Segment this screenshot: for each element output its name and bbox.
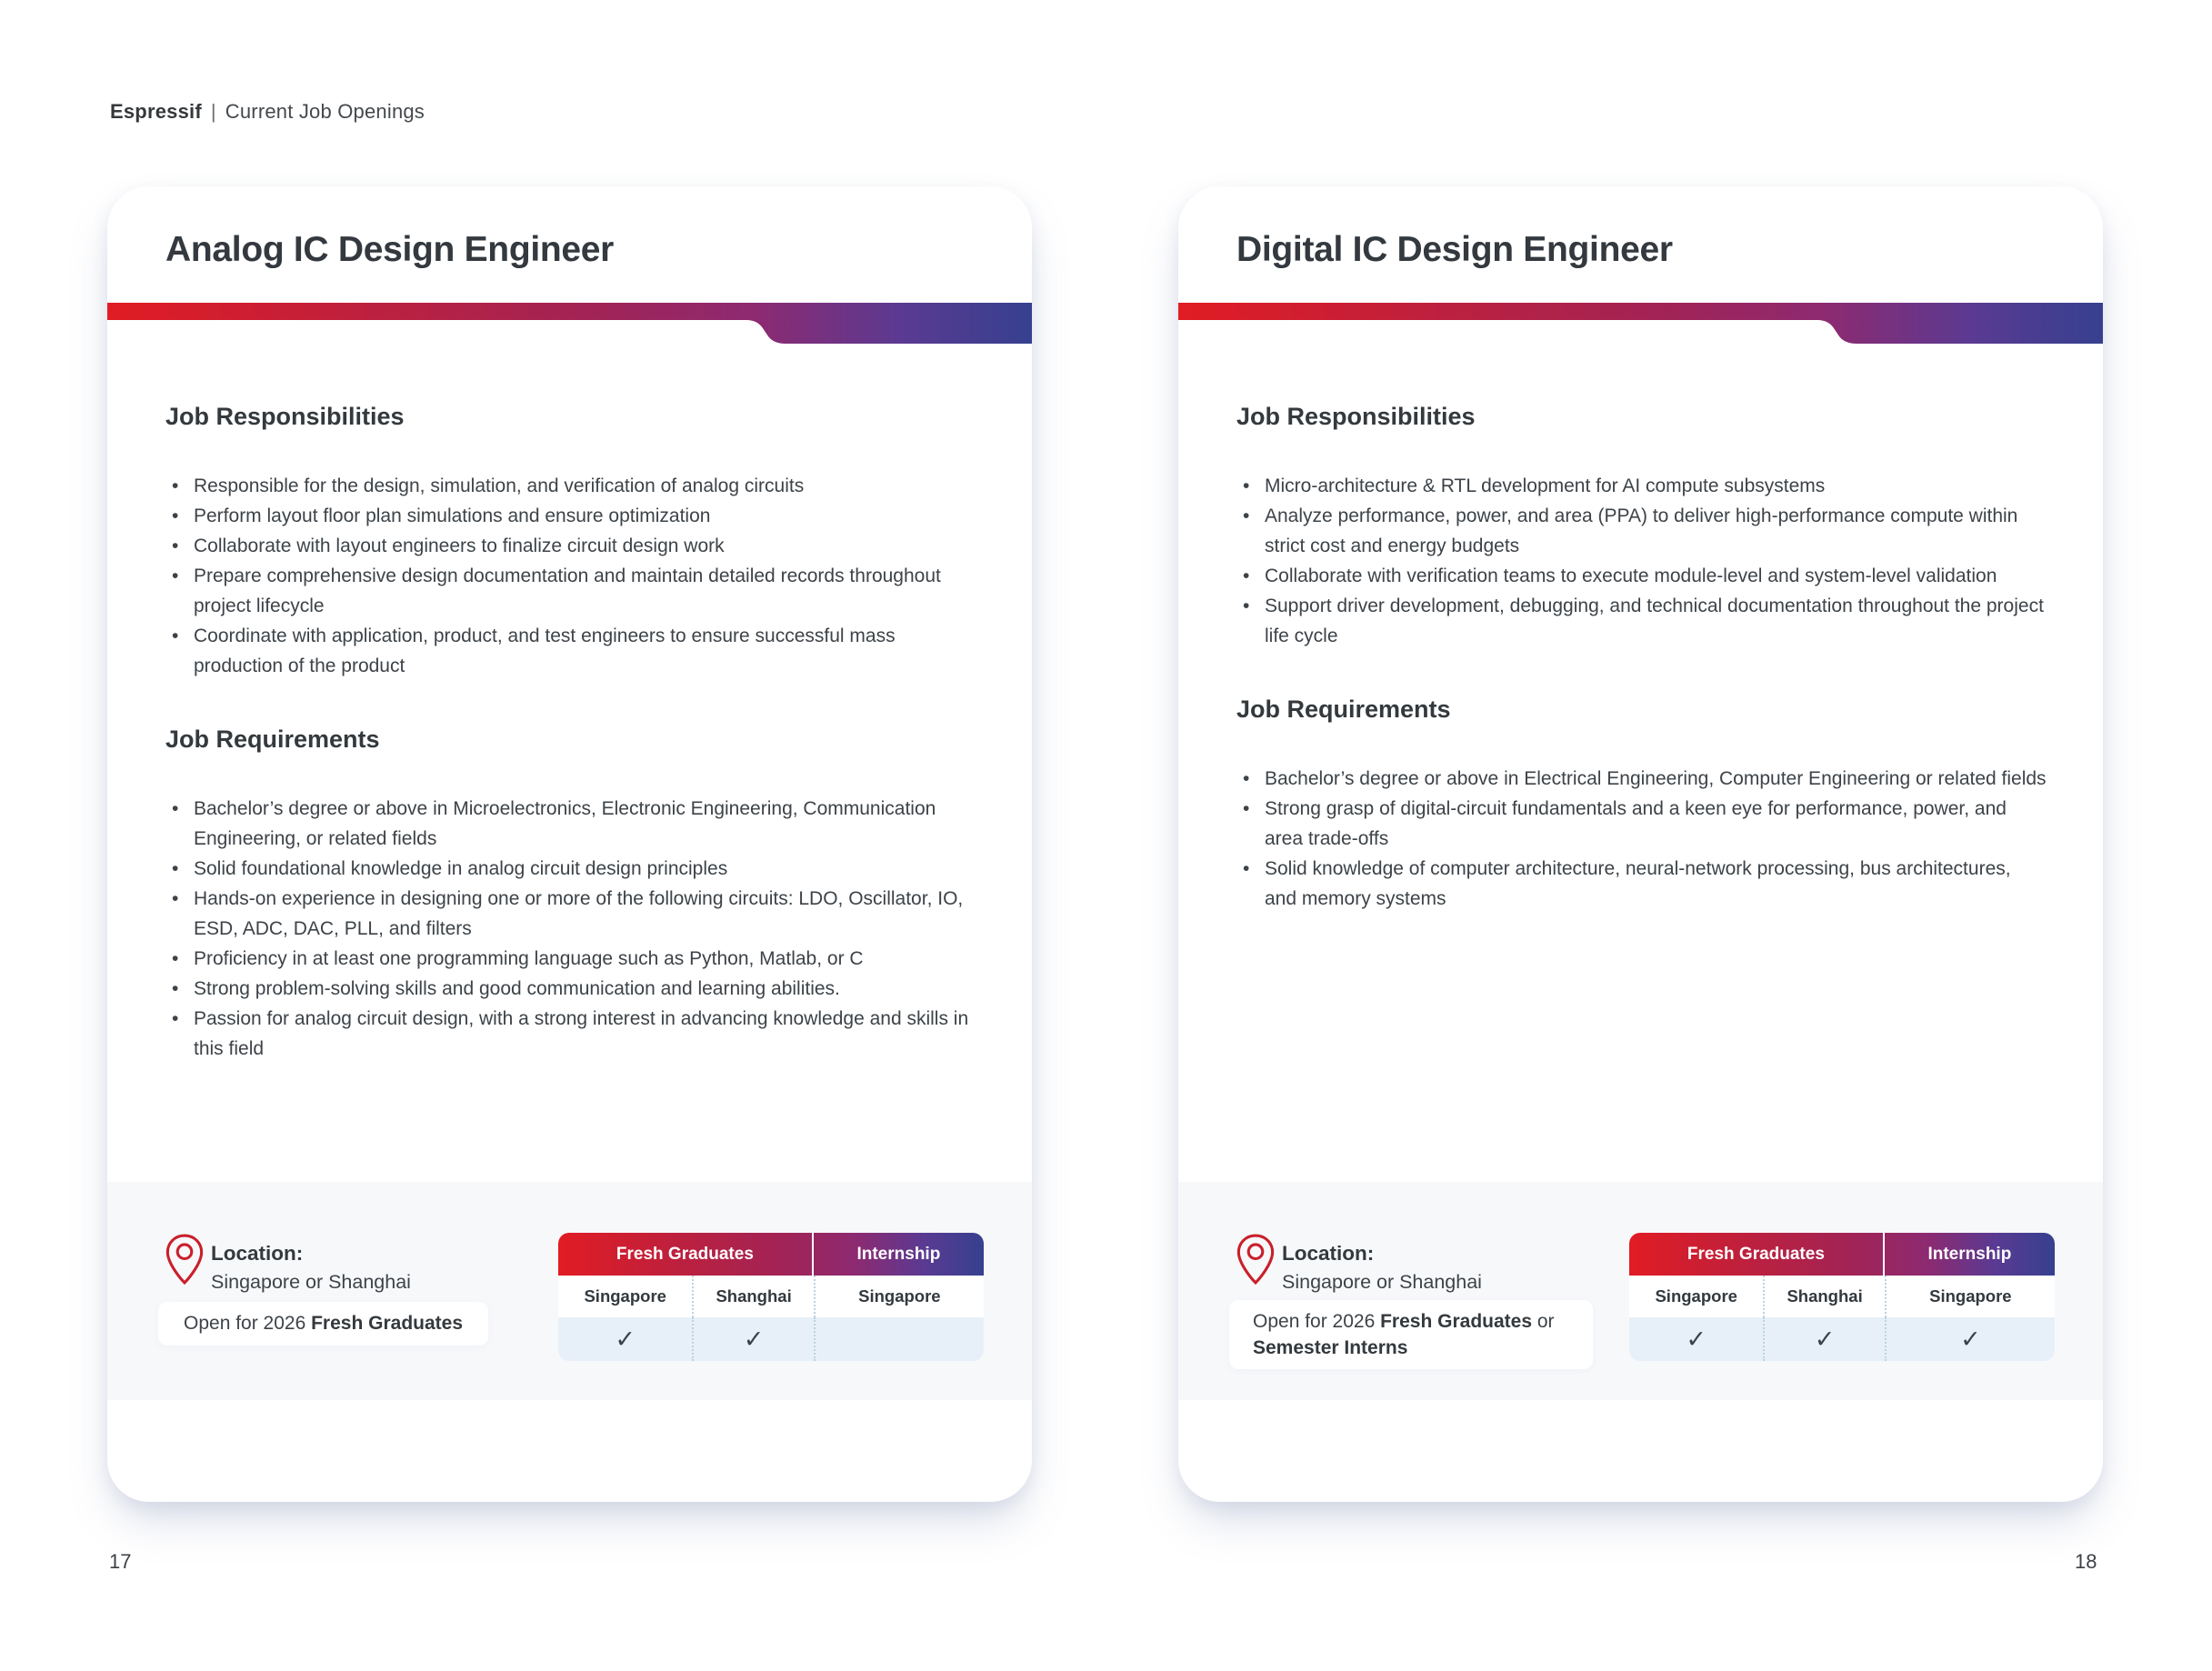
list-item: • Micro-architecture & RTL development for AI compute subsystems: [1236, 471, 2047, 501]
job-card-digital: [1178, 186, 2103, 1502]
table-header-fresh-graduates: Fresh Graduates: [558, 1233, 814, 1276]
list-item: • Support driver development, debugging, and technical documentation throughout the project life cycle: [1236, 591, 2047, 651]
checkmark-icon: ✓: [692, 1317, 813, 1361]
header-divider: |: [210, 100, 216, 123]
header-title: Current Job Openings: [225, 100, 425, 123]
list-item: • Prepare comprehensive design documentation and maintain detailed records throughout project lifecycle: [165, 561, 976, 621]
table-cell-city: Shanghai: [692, 1276, 813, 1317]
location-label: Location:: [1282, 1242, 1375, 1265]
table-check-row: [558, 1317, 984, 1361]
list-item: • Solid foundational knowledge in analog circuit design principles: [165, 854, 976, 884]
list-item: • Strong problem-solving skills and good communication and learning abilities.: [165, 974, 976, 1004]
list-item: • Proficiency in at least one programming language such as Python, Matlab, or C: [165, 944, 976, 974]
table-cell-city: Singapore: [1655, 1286, 1737, 1306]
responsibilities-heading: Job Responsibilities: [165, 403, 405, 430]
table-city-row: [1629, 1276, 2055, 1317]
availability-table: [1629, 1233, 2055, 1361]
list-item: • Collaborate with layout engineers to finalize circuit design work: [165, 531, 976, 561]
open-for-text: Open for 2026: [184, 1313, 312, 1334]
list-item: • Responsible for the design, simulation, and verification of analog circuits: [165, 471, 976, 501]
checkmark-icon: ✓: [1763, 1317, 1884, 1361]
location-value: Singapore or Shanghai: [1282, 1271, 1482, 1293]
list-item: • Coordinate with application, product, and test engineers to ensure successful mass production of the product: [165, 621, 976, 681]
location-pin-icon: [164, 1233, 205, 1286]
responsibilities-list: [165, 471, 976, 681]
page-number-left: 17: [109, 1550, 132, 1573]
brand-name: Espressif: [110, 100, 202, 123]
list-item: • Strong grasp of digital-circuit fundamentals and a keen eye for performance, power, and area trade-offs: [1236, 794, 2047, 854]
table-cell-city: Singapore: [584, 1286, 666, 1306]
card-footer: [1178, 1182, 2103, 1400]
table-check-row: [1629, 1317, 2055, 1361]
checkmark-icon: ✓: [1686, 1325, 1707, 1353]
list-item: • Collaborate with verification teams to execute module-level and system-level validation: [1236, 561, 2047, 591]
card-footer: [107, 1182, 1032, 1400]
list-item: • Hands-on experience in designing one or more of the following circuits: LDO, Oscillator, IO, ESD, ADC, DAC, PLL, and filters: [165, 884, 976, 944]
open-for-bold: Fresh Graduates: [1380, 1311, 1533, 1332]
responsibilities-heading: Job Responsibilities: [1236, 403, 1476, 430]
card-body: [165, 345, 976, 1064]
page-number-right: 18: [2075, 1550, 2097, 1573]
table-city-row: [558, 1276, 984, 1317]
list-item: • Bachelor’s degree or above in Electrical Engineering, Computer Engineering or related fields: [1236, 764, 2047, 794]
table-header-internship: Internship: [856, 1244, 941, 1264]
table-header-internship: Internship: [1927, 1244, 2012, 1264]
location-pin-icon: [1235, 1233, 1276, 1286]
open-for-badge: [158, 1302, 488, 1346]
table-header-row: [1629, 1233, 2055, 1276]
location-label: Location:: [211, 1242, 304, 1265]
table-header-fresh-graduates: Fresh Graduates: [1629, 1233, 1885, 1276]
requirements-heading: Job Requirements: [165, 725, 380, 753]
availability-table: [558, 1233, 984, 1361]
list-item: • Bachelor’s degree or above in Microelectronics, Electronic Engineering, Communication Engineering, or related fields: [165, 794, 976, 854]
location-value: Singapore or Shanghai: [211, 1271, 411, 1293]
gradient-ribbon: [1178, 303, 2103, 345]
checkmark-icon: ✓: [1885, 1317, 2055, 1361]
job-title: Analog IC Design Engineer: [165, 230, 615, 269]
gradient-ribbon: [107, 303, 1032, 345]
open-for-bold: Semester Interns: [1253, 1337, 1408, 1358]
document-header: [110, 100, 425, 124]
job-title: Digital IC Design Engineer: [1236, 230, 1673, 269]
open-for-text: Open for 2026: [1253, 1311, 1381, 1332]
table-cell-city: Singapore: [1885, 1276, 2055, 1317]
list-item: • Passion for analog circuit design, with a strong interest in advancing knowledge and skills in this field: [165, 1004, 976, 1064]
job-card-analog: [107, 186, 1032, 1502]
table-cell-city: Shanghai: [1763, 1276, 1884, 1317]
requirements-list: [1236, 764, 2047, 914]
list-item: • Analyze performance, power, and area (PPA) to deliver high-performance compute within strict cost and energy budgets: [1236, 501, 2047, 561]
checkmark-icon: [814, 1317, 984, 1361]
open-for-badge: [1229, 1300, 1593, 1369]
requirements-list: [165, 794, 976, 1064]
list-item: • Solid knowledge of computer architecture, neural-network processing, bus architectures, and memory systems: [1236, 854, 2047, 914]
responsibilities-list: [1236, 471, 2047, 651]
open-for-bold: Fresh Graduates: [311, 1313, 464, 1334]
checkmark-icon: ✓: [615, 1325, 636, 1353]
table-header-row: [558, 1233, 984, 1276]
table-cell-city: Singapore: [814, 1276, 984, 1317]
card-body: [1236, 345, 2047, 914]
list-item: • Perform layout floor plan simulations and ensure optimization: [165, 501, 976, 531]
requirements-heading: Job Requirements: [1236, 695, 1451, 723]
open-for-text: or: [1532, 1311, 1555, 1332]
